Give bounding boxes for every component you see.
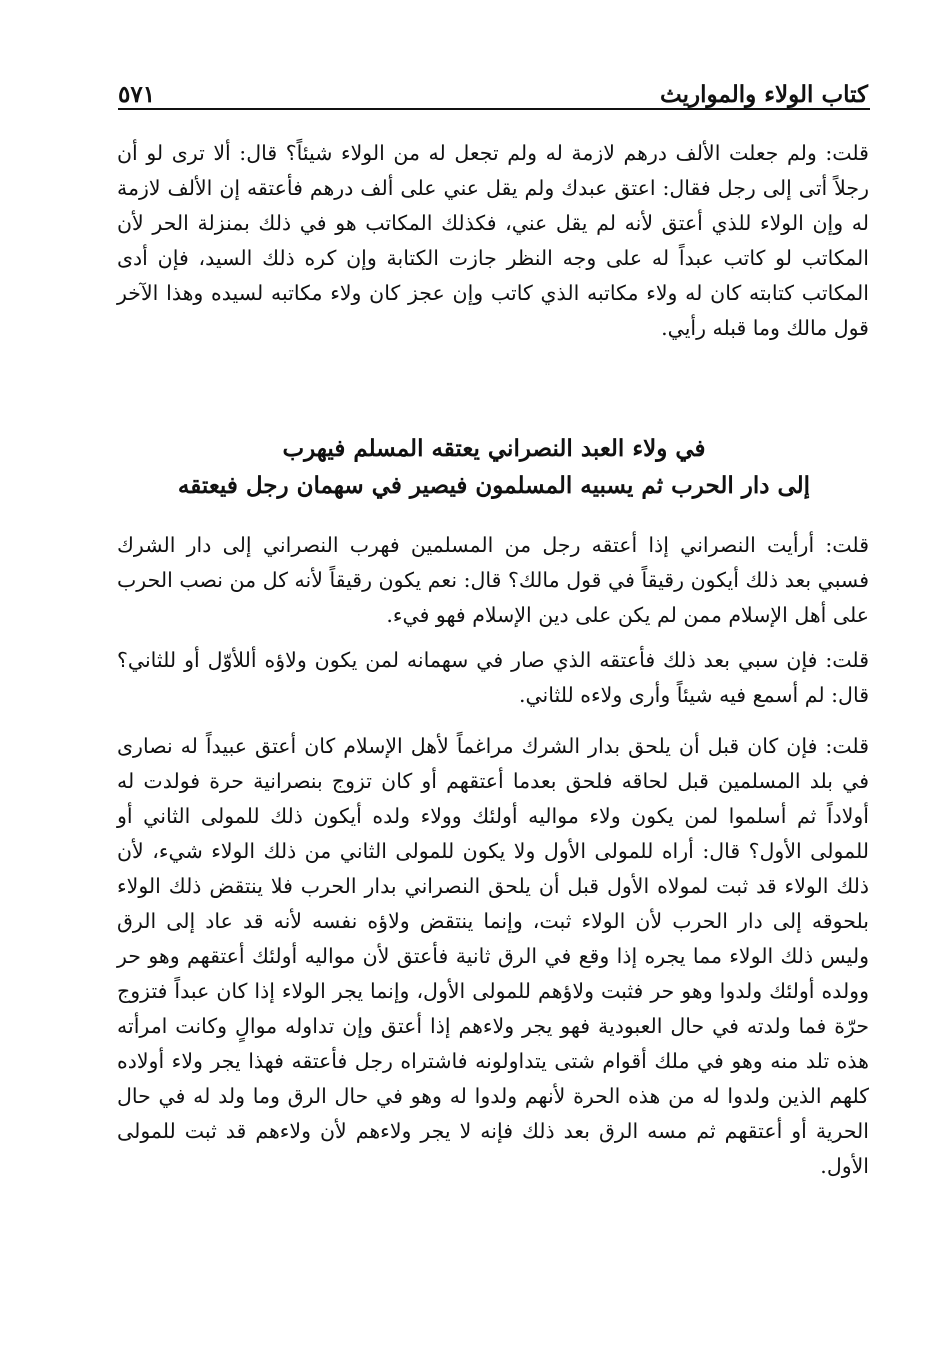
paragraph: قلت: فإن سبي بعد ذلك فأعتقه الذي صار في سهمانه لمن يكون ولاؤه أللأوّل أو للثاني؟ قال: لم أسمع فيه شيئاً وأرى ولاءه للثاني. bbox=[117, 648, 869, 707]
text-block-top bbox=[117, 136, 869, 346]
paragraph: قلت: أرأيت النصراني إذا أعتقه رجل من المسلمين فهرب النصراني إلى دار الشرك فسبي بعد ذلك أيكون رقيقاً في قول مالك؟ قال: نعم يكون رقيقاً لأنه كل من نصب الحرب على أهل الإسلام ممن لم يكن على دين الإسلام فهو فيء. bbox=[117, 533, 869, 627]
page-number: ٥٧١ bbox=[118, 81, 156, 108]
section-heading bbox=[118, 430, 870, 504]
text-block-bottom bbox=[117, 528, 869, 1184]
section-heading-line-2: إلى دار الحرب ثم يسبيه المسلمون فيصير في سهمان رجل فيعتقه bbox=[177, 472, 811, 499]
paragraph: قلت: ولم جعلت الألف درهم لازمة له ولم تجعل له من الولاء شيئاً؟ قال: ألا ترى لو أن رجلاً أتى إلى رجل فقال: اعتق عبدك ولم يقل عني على ألف درهم فأعتقه إن الألف لازمة له وإن الولاء للذي أعتق لأنه لم يقل عني، فكذلك المكاتب هو في ذلك بمنزلة الحر لأن المكاتب لو كاتب عبداً له على وجه النظر جازت الكتابة وإن كره ذلك السيد، فإن أدى المكاتب كتابته كان له ولاء مكاتبه الذي كاتب وإن عجز كان ولاء مكاتبه لسيده وهذا الآخر قول مالك وما قبله رأيي. bbox=[117, 141, 869, 340]
header-divider bbox=[118, 108, 870, 110]
paragraph: قلت: فإن كان قبل أن يلحق بدار الشرك مراغماً لأهل الإسلام كان أعتق عبيداً له نصارى في بلد المسلمين قبل لحاقه فلحق بعدما أعتقهم أو كان تزوج بنصرانية حرة فولدت له أولاداً ثم أسلموا لمن يكون ولاء مواليه أولئك وولاء ولده أيكون ذلك للمولى الثاني أو للمولى الأول؟ قال: أراه للمولى الأول ولا يكون للمولى الثاني من ذلك الولاء شيء، لأن ذلك الولاء قد ثبت لمولاه الأول قبل أن يلحق النصراني بدار الحرب فلا ينتقض ذلك الولاء بلحوقه إلى دار الحرب لأن الولاء ثبت، وإنما ينتقض ولاؤه نفسه لأنه قد عاد إلى الرق وليس ذلك الولاء مما يجره إذا وقع في الرق ثانية فأعتق لأن مواليه أولئك أعتقهم وهو حر وولده أولئك ولدوا وهو حر فثبت ولاؤهم للمولى الأول، وإنما يجر الولاء إذا كان عبداً فتزوج حرّة فما ولدته في حال العبودية فهو يجر ولاءهم إذا أعتق وإن تداوله موالٍ وكانت امرأته هذه تلد منه وهو في ملك أقوام شتى يتداولونه فاشتراه رجل فأعتقه فهذا يجر ولاء أولاده كلهم الذين ولدوا له من هذه الحرة لأنهم ولدوا له وهو في حال الرق وما ولد له في حال الحرية أو أعتقهم ثم مسه الرق بعد ذلك فإنه لا يجر ولاءهم لأن ولاءهم قد ثبت للمولى الأول. bbox=[117, 734, 869, 1178]
section-heading-line-1: في ولاء العبد النصراني يعتقه المسلم فيهرب bbox=[282, 435, 706, 462]
running-header bbox=[118, 72, 868, 108]
book-title: كتاب الولاء والمواريث bbox=[660, 81, 868, 108]
